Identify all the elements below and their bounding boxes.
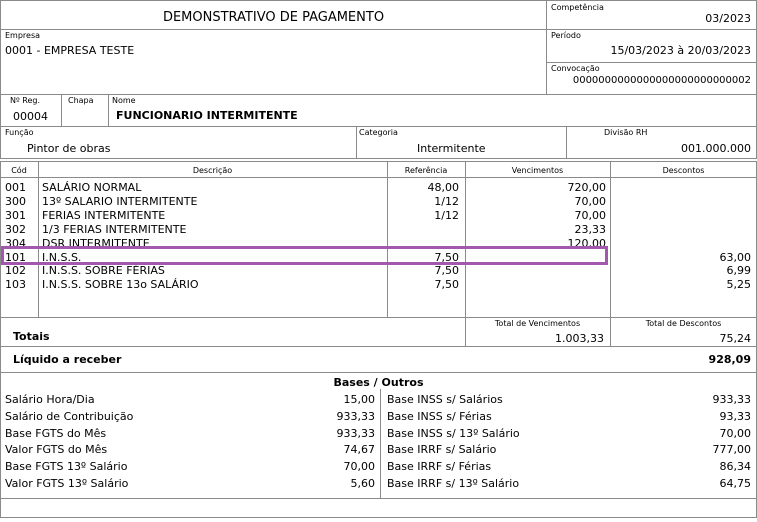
row-vencimentos: 120,00 [567,237,606,250]
base-label: Valor FGTS do Mês [5,443,108,456]
row-cod: 300 [5,195,26,208]
base-value: 70,00 [719,427,751,440]
base-label: Base INSS s/ Salários [387,393,503,406]
row-referencia: 7,50 [434,251,459,264]
row-vencimentos: 720,00 [567,181,606,194]
periodo-label: Período [551,31,581,40]
col-header-vencimentos: Vencimentos [511,166,564,175]
row-cod: 304 [5,237,26,250]
chapa-label: Chapa [68,96,94,105]
row-cod: 101 [5,251,26,264]
base-label: Base FGTS 13º Salário [5,460,128,473]
row-descontos: 6,99 [726,264,751,277]
row-vencimentos: 70,00 [574,209,606,222]
base-label: Base INSS s/ Férias [387,410,492,423]
base-label: Salário de Contribuição [5,410,134,423]
base-label: Base IRRF s/ Férias [387,460,492,473]
empresa-box [0,29,547,95]
col-header-descricao: Descrição [192,166,233,175]
row-cod: 103 [5,278,26,291]
total-descontos-value: 75,24 [719,332,751,345]
row-cod: 102 [5,264,26,277]
categoria-label: Categoria [359,128,398,137]
base-label: Valor FGTS 13º Salário [5,477,129,490]
row-referencia: 48,00 [427,181,459,194]
total-descontos-label: Total de Descontos [645,319,722,328]
row-descricao: I.N.S.S. [42,251,82,264]
row-vencimentos: 70,00 [574,195,606,208]
row-descontos: 5,25 [726,278,751,291]
col-divider-cod [38,161,39,318]
base-value: 5,60 [350,477,375,490]
row-descontos: 63,00 [719,251,751,264]
empresa-label: Empresa [5,31,41,40]
row-vencimentos: 23,33 [574,223,606,236]
base-value: 70,00 [343,460,375,473]
col-header-cod: Cód [11,166,27,175]
base-value: 64,75 [719,477,751,490]
nome-label: Nome [112,96,136,105]
base-value: 933,33 [712,393,751,406]
row-descricao: 13º SALARIO INTERMITENTE [42,195,198,208]
base-value: 93,33 [719,410,751,423]
row-descricao: I.N.S.S. SOBRE 13o SALÁRIO [42,278,199,291]
convocacao-value: 0000000000000000000000000002 [572,75,751,86]
row-descricao: 1/3 FERIAS INTERMITENTE [42,223,187,236]
base-value: 15,00 [343,393,375,406]
row-referencia: 7,50 [434,264,459,277]
liquido-value: 928,09 [708,353,751,366]
col-header-referencia: Referência [404,166,448,175]
competencia-value: 03/2023 [705,12,751,25]
row-cod: 001 [5,181,26,194]
col-header-descontos: Descontos [662,166,705,175]
divisao-value: 001.000.000 [681,142,751,155]
periodo-value: 15/03/2023 à 20/03/2023 [610,44,751,57]
base-value: 933,33 [336,427,375,440]
row-cod: 302 [5,223,26,236]
funcao-label: Função [5,128,34,137]
row-referencia: 1/12 [434,209,459,222]
page-title: DEMONSTRATIVO DE PAGAMENTO [162,10,385,25]
base-value: 86,34 [719,460,751,473]
total-vencimentos-label: Total de Vencimentos [494,319,581,328]
col-divider-venc [610,161,611,318]
base-label: Base INSS s/ 13º Salário [387,427,520,440]
base-label: Base IRRF s/ Salário [387,443,497,456]
row-cod: 301 [5,209,26,222]
bases-title: Bases / Outros [333,376,424,389]
reg-label: Nº Reg. [10,96,41,105]
footer-box [0,498,757,518]
row-highlight [1,246,608,265]
divisao-label: Divisão RH [604,128,648,137]
reg-value: 00004 [13,110,48,123]
categoria-value: Intermitente [417,142,486,155]
empresa-value: 0001 - EMPRESA TESTE [5,44,135,57]
convocacao-label: Convocação [551,64,600,73]
bases-divider [380,389,381,499]
base-label: Base IRRF s/ 13º Salário [387,477,520,490]
liquido-label: Líquido a receber [13,353,122,366]
row-referencia: 1/12 [434,195,459,208]
base-value: 777,00 [712,443,751,456]
nome-value: FUNCIONARIO INTERMITENTE [116,109,298,122]
row-descricao: DSR INTERMITENTE [42,237,150,250]
header-divider [0,177,757,178]
row-descricao: FERIAS INTERMITENTE [42,209,166,222]
base-value: 74,67 [343,443,375,456]
total-vencimentos-value: 1.003,33 [555,332,604,345]
row-descricao: I.N.S.S. SOBRE FÉRIAS [42,264,165,277]
row-referencia: 7,50 [434,278,459,291]
base-label: Salário Hora/Dia [5,393,95,406]
totals-label: Totais [13,330,50,343]
row-descricao: SALÁRIO NORMAL [42,181,142,194]
competencia-label: Competência [551,3,604,12]
funcao-value: Pintor de obras [27,142,111,155]
base-value: 933,33 [336,410,375,423]
base-label: Base FGTS do Mês [5,427,107,440]
